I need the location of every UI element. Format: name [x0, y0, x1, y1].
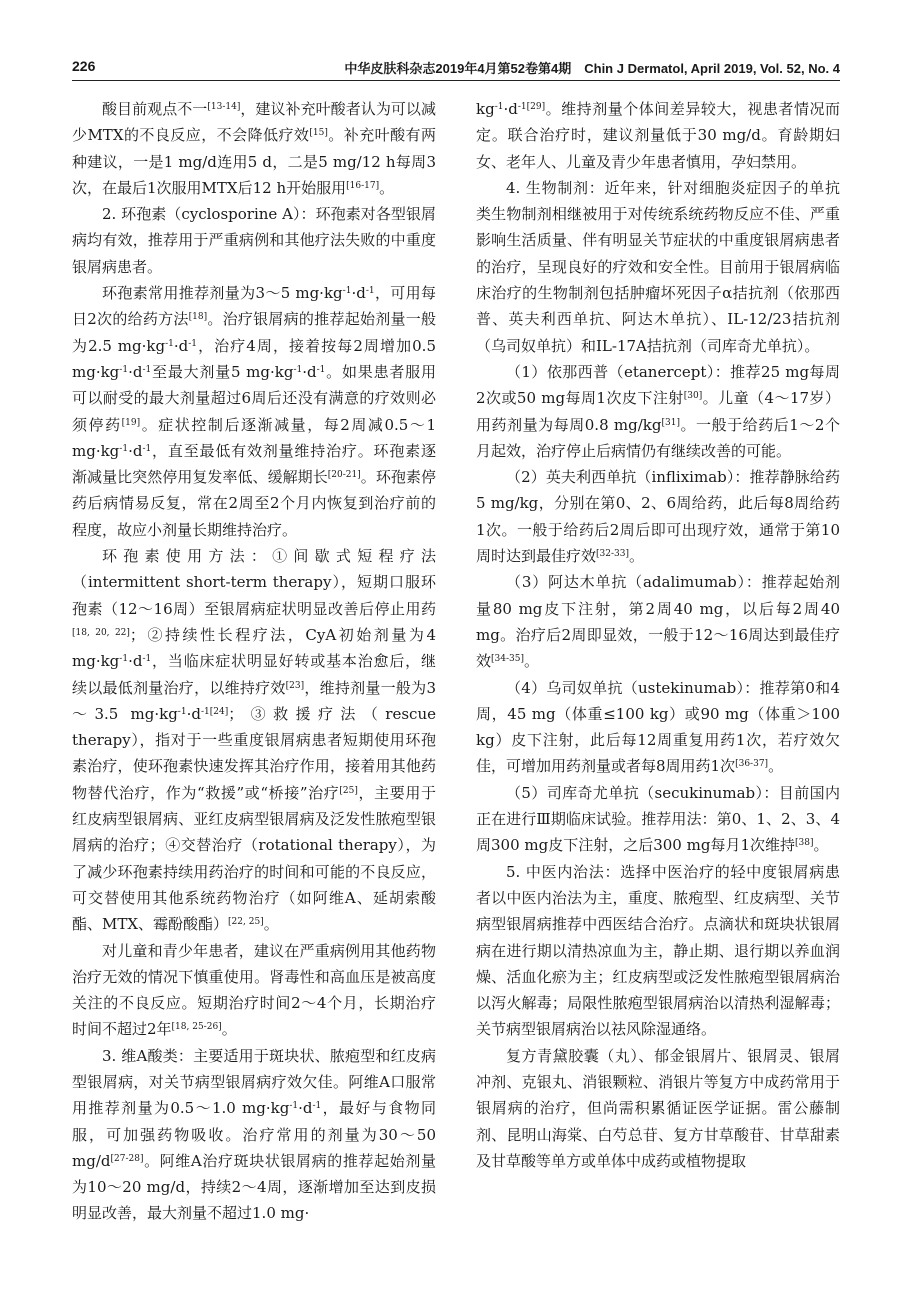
text-run: 4. 生物制剂：近年来，针对细胞炎症因子的单抗类生物制剂相继被用于对传统系统药物反应不佳、严重影响生活质量、伴有明显关节症状的中重度银屑病患者的治疗，呈现良好的疗效和安全性。目前用于银屑病临床治疗的生物制剂包括肿瘤坏死因子α拮抗剂（依那西普、英夫利西单抗、阿达木单抗）、IL-12/23拮抗剂（乌司奴单抗）和IL-17A拮抗剂（司库奇尤单抗）。 — [476, 178, 840, 355]
citation-superscript: -1 — [494, 102, 504, 113]
text-run: ·d — [173, 336, 189, 355]
citation-superscript: [19] — [121, 417, 141, 428]
text-run: ·d — [128, 441, 143, 460]
text-run: 酸目前观点不一 — [102, 100, 208, 118]
text-run: （5）司库奇尤单抗（secukinumab）：目前国内正在进行Ⅲ期临床试验。推荐用法：第0、1、2、3、4周300 mg皮下注射，之后300 mg每月1次维持 — [476, 783, 840, 855]
citation-superscript: [30] — [683, 391, 703, 402]
text-run: 至最大剂量5 mg·kg — [151, 362, 294, 381]
citation-superscript: [18] — [188, 312, 208, 323]
left-column — [72, 96, 436, 1276]
text-run: 。 — [768, 757, 784, 776]
citation-superscript: -1 — [177, 706, 187, 717]
journal-citation: 中华皮肤科杂志2019年4月第52卷第4期 Chin J Dermatol, April 2019, Vol. 52, No. 4 — [344, 61, 840, 76]
text-run: 5. 中医内治法：选择中医治疗的轻中度银屑病患者以中医内治法为主，重度、脓疱型、红皮病型、关节病型银屑病推荐中西医结合治疗。点滴状和斑块状银屑病在进行期以清热凉血为主，静止期、退行期以养血润燥、活血化瘀为主；红皮病型或泛发性脓疱型银屑病治以泻火解毒；局限性脓疱型银屑病治以清热利湿解毒；关节病型银屑病治以祛风除湿通络。 — [476, 862, 840, 1039]
citation-superscript: [18, 25-26] — [171, 1022, 222, 1033]
text-run: ，治疗4周，接着按每2周增加0.5 mg·kg — [72, 336, 436, 381]
text-run: 。 — [221, 1020, 237, 1039]
citation-superscript: [29] — [526, 102, 546, 113]
right-column — [476, 96, 840, 1276]
text-run: ，直至最低有效剂量维持治疗。环孢素逐渐减量比突然停用复发率低、缓解期长 — [72, 441, 436, 487]
citation-superscript: [13-14] — [207, 102, 241, 113]
body-paragraph — [72, 938, 436, 1043]
text-run: 。 — [628, 547, 644, 566]
running-header — [72, 54, 840, 80]
text-run: 环孢素常用推荐剂量为3～5 mg·kg — [102, 284, 343, 303]
text-run: 。维持剂量个体间差异较大，视患者情况而定。联合治疗时，建议剂量低于30 mg/d。育龄期妇女、老年人、儿童及青少年患者慎用，孕妇禁用。 — [476, 100, 840, 171]
citation-superscript: [27-28] — [110, 1153, 144, 1164]
text-run: （1）依那西普（etanercept）：推荐25 mg每周2次或50 mg每周1次皮下注射 — [476, 362, 840, 408]
body-paragraph — [476, 780, 840, 859]
body-paragraph — [72, 96, 436, 201]
citation-superscript: -1 — [119, 365, 129, 376]
citation-superscript: -1 — [119, 654, 129, 665]
text-run: ；③救援疗法（rescue therapy），指对于一些重度银屑病患者短期使用环孢素治疗，使环孢素快速发挥其治疗作用，接着用其他药物替代治疗，作为“救援”或“桥接”治疗 — [72, 704, 436, 802]
text-run: 对儿童和青少年患者，建议在严重病例用其他药物治疗无效的情况下慎重使用。肾毒性和高血压是被高度关注的不良反应。短期治疗时间2～4个月，长期治疗时间不超过2年 — [72, 941, 436, 1039]
text-run: 。症状控制后逐渐减量，每2周减0.5～1 mg·kg — [72, 415, 436, 460]
text-run: 2. 环孢素（cyclosporine A）：环孢素对各型银屑病均有效，推荐用于严重病例和其他疗法失败的中重度银屑病患者。 — [72, 205, 436, 276]
text-run: ·d — [302, 362, 317, 381]
text-run: 。儿童（4～17岁）用药剂量为每周0.8 mg/kg — [476, 389, 840, 434]
text-run: 。治疗银屑病的推荐起始剂量一般为2.5 mg·kg — [72, 310, 436, 355]
text-run: 。环孢素停药后病情易反复，常在2周至2个月内恢复到治疗前的程度，故应小剂量长期维持治疗。 — [72, 468, 436, 539]
text-run: （4）乌司奴单抗（ustekinumab）：推荐第0和4周，45 mg（体重≤100 kg）或90 mg（体重＞100 kg）皮下注射，此后每12周重复用药1次，若疗效欠佳，可增加用药剂量或者每8周用药1次 — [476, 678, 840, 776]
citation-superscript: -1 — [316, 365, 326, 376]
citation-superscript: -1 — [365, 286, 375, 297]
text-run: ·d — [503, 100, 518, 118]
text-run: ，最好与食物同服，可加强药物吸收。治疗常用的剂量为30～50 mg/d — [72, 1099, 436, 1170]
citation-superscript: -1 — [165, 338, 174, 349]
text-run: ·d — [128, 362, 143, 381]
citation-superscript: -1 — [142, 365, 152, 376]
text-run: 。一般于给药后1～2个月起效，治疗停止后病情仍有继续改善的可能。 — [476, 415, 840, 460]
body-paragraph — [476, 96, 840, 175]
citation-superscript: [18, 20, 22] — [72, 628, 130, 638]
text-run: 。 — [263, 915, 279, 934]
body-paragraph — [72, 1043, 436, 1227]
text-run: 。 — [813, 836, 829, 855]
body-paragraph — [476, 859, 840, 1043]
text-run: ；②持续性长程疗法，CyA初始剂量为4 mg·kg — [72, 625, 436, 671]
citation-superscript: [38] — [795, 838, 814, 849]
citation-superscript: [25] — [339, 785, 358, 796]
citation-superscript: [31] — [661, 417, 680, 428]
citation-superscript: -1 — [293, 365, 303, 376]
citation-superscript: -1 — [142, 654, 152, 665]
citation-superscript: [20-21] — [327, 470, 361, 481]
text-run: ，当临床症状明显好转或基本治愈后，继续以最低剂量治疗，以维持疗效 — [72, 652, 436, 697]
body-paragraph — [476, 464, 840, 569]
body-paragraph — [476, 359, 840, 464]
body-paragraph — [476, 569, 840, 674]
text-run: kg — [476, 100, 495, 118]
citation-superscript: -1 — [119, 443, 129, 454]
text-run: （2）英夫利西单抗（infliximab）：推荐静脉给药5 mg/kg，分别在第0、2、6周给药，此后每8周给药1次。一般于给药后2周后即可出现疗效，通常于第10周时达到最佳疗效 — [476, 468, 840, 566]
citation-superscript: -1 — [200, 706, 210, 717]
citation-superscript: -1 — [517, 102, 527, 113]
page-number: 226 — [72, 58, 96, 74]
citation-superscript: [24] — [209, 706, 229, 717]
text-run: 。补充叶酸有两种建议，一是1 mg/d连用5 d，二是5 mg/12 h每周3次，在最后1次服用MTX后12 h开始服用 — [72, 126, 436, 197]
citation-superscript: [23] — [285, 680, 305, 691]
body-paragraph — [72, 280, 436, 543]
text-run: ·d — [298, 1099, 313, 1118]
citation-superscript: [34-35] — [491, 654, 524, 665]
text-run: 。如果患者服用可以耐受的最大剂量超过6周后还没有满意的疗效则必须停药 — [72, 362, 436, 434]
text-run: ·d — [128, 652, 143, 671]
text-run: ，主要用于红皮病型银屑病、亚红皮病型银屑病及泛发性脓疱型银屑病的治疗；④交替治疗（rotational therapy），为了减少环孢素持续用药治疗的时间和可能的不良反应，可交替使用其他系统药物治疗（如阿维A、延胡索酸酯、MTX、霉酚酸酯） — [72, 783, 436, 934]
citation-superscript: -1 — [188, 338, 197, 349]
text-run: 3. 维A酸类：主要适用于斑块状、脓疱型和红皮病型银屑病，对关节病型银屑病疗效欠佳。阿维A口服常用推荐剂量为0.5～1.0 mg·kg — [72, 1046, 436, 1118]
text-run: ，可用每日2次的给药方法 — [72, 284, 436, 329]
citation-superscript: [16-17] — [346, 180, 380, 191]
citation-superscript: [32-33] — [596, 549, 629, 560]
body-paragraph — [72, 543, 436, 937]
citation-superscript: -1 — [142, 443, 152, 454]
text-run: 。 — [523, 652, 539, 671]
citation-superscript: [36-37] — [735, 759, 769, 770]
citation-superscript: -1 — [289, 1101, 299, 1112]
text-run: ，建议补充叶酸者认为可以减少MTX的不良反应，不会降低疗效 — [72, 100, 436, 145]
text-run: 。阿维A治疗斑块状银屑病的推荐起始剂量为10～20 mg/d，持续2～4周，逐渐增加至达到皮损明显改善，最大剂量不超过1.0 mg· — [72, 1151, 436, 1223]
text-run: 环孢素使用方法：①间歇式短程疗法（intermittent short-term therapy），短期口服环孢素（12～16周）至银屑病症状明显改善后停止用药 — [72, 547, 436, 618]
body-paragraph — [476, 675, 840, 780]
text-run: ·d — [186, 704, 201, 723]
citation-superscript: [15] — [309, 128, 328, 139]
body-paragraph — [72, 201, 436, 280]
text-run: 复方青黛胶囊（丸）、郁金银屑片、银屑灵、银屑冲剂、克银丸、消银颗粒、消银片等复方中成药常用于银屑病的治疗，但尚需积累循证医学证据。雷公藤制剂、昆明山海棠、白芍总苷、复方甘草酸苷、甘草甜素及甘草酸等单方或单体中成药或植物提取 — [476, 1046, 840, 1170]
citation-superscript: [22, 25] — [228, 917, 264, 928]
citation-superscript: -1 — [312, 1101, 322, 1112]
body-paragraph — [476, 1043, 840, 1174]
text-run: 。 — [379, 178, 395, 197]
header-rule — [72, 80, 840, 81]
text-run: ·d — [351, 284, 366, 303]
text-run: （3）阿达木单抗（adalimumab）：推荐起始剂量80 mg皮下注射，第2周40 mg，以后每2周40 mg。治疗后2周即显效，一般于12～16周达到最佳疗效 — [476, 573, 840, 671]
text-run: ，维持剂量一般为3～3.5 mg·kg — [72, 678, 436, 723]
body-paragraph — [476, 175, 840, 359]
citation-superscript: -1 — [342, 286, 352, 297]
